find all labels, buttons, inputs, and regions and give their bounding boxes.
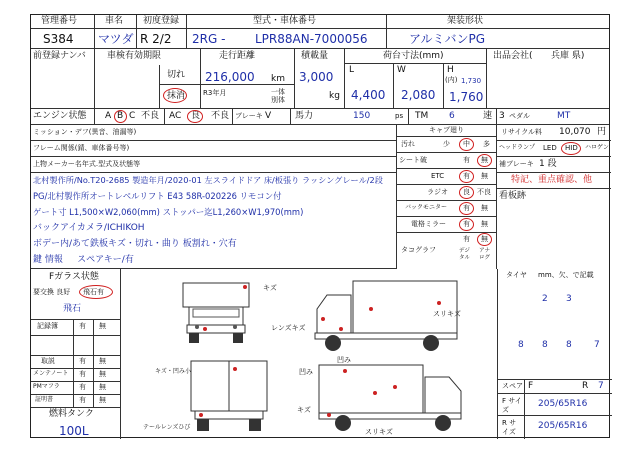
- kire-label: 切れ: [167, 70, 186, 80]
- exhibitor-pref: 兵庫 県): [551, 51, 585, 61]
- radio-label: ラジオ: [427, 188, 448, 196]
- prev-plate-label: 前登録ナンバ: [33, 51, 86, 61]
- engine-grade-a: A: [105, 111, 112, 121]
- taco-no: 無: [481, 235, 488, 243]
- upper-line-2: [31, 189, 397, 205]
- mileage: 216,000: [205, 70, 255, 84]
- upper-label-row: [31, 157, 397, 173]
- manual-yes: 有: [79, 357, 86, 365]
- upper-line-4: [31, 221, 397, 237]
- note-hekomi-2: 凹み: [299, 368, 313, 376]
- frame-row: [31, 141, 397, 157]
- backmon-no: 無: [481, 204, 488, 212]
- glass-note: 飛石: [63, 304, 82, 314]
- manual-no: 無: [99, 357, 106, 365]
- headlight-label: ヘッドランプ: [499, 144, 536, 151]
- note-hekomi-1: 凹み: [337, 356, 351, 364]
- pm-label: PMマフラ: [33, 383, 60, 390]
- tire-front-left: 2: [542, 294, 548, 304]
- led: LED: [543, 144, 557, 152]
- ac-bad: 不良: [211, 111, 230, 121]
- dirt-mid: 中: [463, 140, 470, 148]
- taco-analog: アナログ: [479, 248, 491, 261]
- tire-front-right: 3: [566, 294, 572, 304]
- ps-unit: ps: [395, 112, 404, 120]
- cert-yes: 有: [79, 396, 86, 404]
- taco-digital: デジタル: [459, 248, 471, 261]
- recycle-fee: 10,070: [559, 127, 591, 137]
- body-type: アルミバンPG: [409, 32, 486, 46]
- etc-circle: [459, 170, 474, 183]
- ichitai: 一体: [271, 88, 285, 96]
- mission-row: [31, 125, 397, 141]
- backmon-circle: [459, 202, 474, 215]
- brake-label: ブレーキ: [235, 112, 263, 120]
- radio-circle: [459, 186, 474, 199]
- spare-label: スペア: [502, 382, 523, 390]
- yen-unit: 円: [597, 127, 607, 137]
- etc-yes: 有: [463, 172, 470, 180]
- pedals: 3: [499, 111, 505, 121]
- maker: マツダ: [98, 32, 134, 46]
- dims-label: 荷台寸法(mm): [383, 51, 444, 61]
- note-tail-lens: テールレンズひび: [143, 424, 191, 431]
- etc-no: 無: [481, 172, 488, 180]
- etc-label: ETC: [431, 172, 445, 180]
- upper-line-5-text: ボデー内/あて鉄板キズ・切れ・曲り 板割れ・穴有: [33, 239, 237, 249]
- taco-label: タコグラフ: [401, 246, 436, 254]
- truck-front-view: [171, 281, 261, 345]
- payload: 3,000: [299, 70, 334, 84]
- upper-line-5: [31, 237, 397, 253]
- recycle-label: リサイクル料: [501, 128, 543, 136]
- pm-yes: 有: [79, 383, 86, 391]
- cab-section: [397, 125, 497, 269]
- radio-bad: 不良: [477, 188, 491, 196]
- tire-rear-2: 8: [542, 340, 548, 350]
- right-info-section: [497, 125, 611, 269]
- delisted-year: R3年月: [203, 89, 227, 97]
- maker-label: 車名: [105, 16, 124, 26]
- kyabu-label: キャブ廻り: [429, 126, 464, 134]
- note-surikizu-1: スリキズ: [433, 310, 461, 318]
- note-surikizu-2: スリキズ: [365, 428, 393, 436]
- engine-bad: 不良: [141, 111, 160, 121]
- mirror-no: 無: [481, 220, 488, 228]
- tire-rear-1: 8: [518, 340, 524, 350]
- dirt-circle: [459, 138, 474, 151]
- L-label: L: [349, 65, 355, 75]
- tm-label: TM: [415, 111, 429, 121]
- upper-line-1: [31, 173, 397, 189]
- inspection-label: 車検有効期限: [107, 51, 162, 61]
- hid-circle: [561, 142, 581, 155]
- engine-row: [31, 109, 609, 125]
- mission-label: ミッション・デフ(異音、油漏等): [33, 128, 137, 136]
- engine-grade-c: C: [129, 111, 136, 121]
- note-lens-kizu: レンズキズ: [271, 324, 306, 332]
- mileage-label: 走行距離: [219, 51, 256, 61]
- note-kizu-2: キズ: [297, 406, 311, 414]
- model-prefix: 2RG -: [192, 32, 226, 46]
- width: 2,080: [401, 88, 436, 102]
- hojo-label: 補ブレーキ: [499, 160, 534, 168]
- mirror-circle: [459, 218, 474, 231]
- pm-no: 無: [99, 383, 106, 391]
- brake-type: V: [265, 111, 272, 121]
- notes-text: 看板跡: [499, 191, 527, 201]
- header-value-row: [31, 29, 609, 49]
- upper-line-1-text: 北村製作所/No.T20-2685 製造年月/2020-01 左スライドドア 床/板張り ラッシングレール/2段: [33, 175, 383, 185]
- glass-flaw-circle: [79, 285, 113, 299]
- length: 4,400: [351, 88, 386, 102]
- R-size: 205/65R16: [538, 421, 588, 431]
- upper-line-6-text: 鍵 情報 スペアキー/有: [33, 255, 134, 265]
- chassis-no: LPR88AN-7000056: [255, 32, 368, 46]
- record-label: 記録簿: [37, 322, 58, 330]
- R-size-label: R サイズ: [502, 419, 517, 436]
- F-size: 205/65R16: [538, 399, 588, 409]
- speeds: 6: [449, 111, 455, 121]
- note-kizu-1: キズ: [263, 284, 277, 292]
- first-reg-label: 初度登録: [143, 16, 180, 26]
- hp: 150: [353, 111, 371, 121]
- upper-line-3-text: ゲート寸 L1,500×W2,060(mm) ストッパー迄L1,260×W1,970(mm): [33, 207, 304, 217]
- massho-circle: [163, 88, 187, 103]
- speeds-unit: 速: [483, 111, 493, 121]
- model-label: 型式・車体番号: [253, 16, 317, 26]
- hid: HID: [565, 144, 578, 152]
- spare-R-value: 7: [598, 381, 604, 391]
- spare-F: F: [528, 381, 534, 391]
- fuel: 100L: [59, 424, 89, 438]
- pedal-label: ペダル: [509, 112, 530, 120]
- tire-rear-4: 7: [594, 340, 600, 350]
- header-label-row: [31, 15, 609, 29]
- H-in-label: (内): [445, 76, 458, 84]
- upper-line-2-text: PG/北村製作所オートレベルリフト E43 58R-020226 リモコン付: [33, 191, 282, 201]
- frame-label: フレーム関係(錆、車体番号等): [33, 144, 130, 152]
- record-no: 無: [99, 322, 106, 330]
- ac-good: 良: [191, 111, 201, 121]
- dirt-label: 汚れ: [401, 140, 415, 148]
- upper-line-4-text: バックアイカメラ/ICHIKOH: [33, 223, 145, 233]
- km-unit: km: [271, 74, 285, 84]
- tire-rear-3: 8: [566, 340, 572, 350]
- fuel-label: 燃料タンク: [49, 409, 94, 419]
- kg-unit: kg: [329, 91, 340, 101]
- seat-no: 無: [481, 156, 488, 164]
- glass-label: Fガラス状態: [49, 272, 99, 282]
- W-label: W: [397, 65, 406, 75]
- spec-row: [31, 49, 609, 109]
- upper-label: 上物メーカー名年式.型式及状態等: [33, 160, 141, 168]
- H-label: H: [447, 65, 454, 75]
- glass-flaw: 飛石有: [83, 288, 104, 296]
- ac-label: AC: [169, 111, 182, 121]
- damage-diagram: [121, 269, 497, 439]
- transmission: MT: [557, 111, 571, 121]
- spare-R: R: [582, 381, 589, 391]
- vehicle-inspection-sheet: [30, 14, 610, 438]
- mgmt-no-label: 管理番号: [41, 16, 78, 26]
- backmon-label: バックモニター: [405, 204, 448, 211]
- upper-line-3: [31, 205, 397, 221]
- hp-label: 馬力: [295, 111, 314, 121]
- body-label: 架装形状: [447, 16, 484, 26]
- tire-unit: mm、欠、で記載: [538, 271, 594, 279]
- height-in: 1,730: [461, 77, 482, 85]
- record-yes: 有: [79, 322, 86, 330]
- engine-grade-b: B: [117, 111, 124, 121]
- seat-circle: [477, 154, 492, 167]
- height: 1,760: [449, 90, 484, 104]
- glass-options: 要交換 良好: [33, 288, 71, 296]
- massho-label: 抹消: [167, 91, 186, 101]
- backmon-yes: 有: [463, 204, 470, 212]
- taco-yes: 有: [463, 235, 470, 243]
- mirror-yes: 有: [463, 220, 470, 228]
- glass-panel: [31, 269, 121, 439]
- engine-label: エンジン状態: [33, 111, 87, 121]
- cert-label: 証明書: [35, 396, 54, 403]
- radio-good: 良: [463, 188, 470, 196]
- note-kizu-hekomi-sho: キズ・凹み小: [155, 368, 191, 375]
- dirt-low: 少: [443, 140, 450, 148]
- notes-label: 特記、重点確認、他: [511, 175, 593, 185]
- seat-label: シート破: [399, 156, 427, 164]
- exhibitor-label: 出品会社(: [493, 51, 533, 61]
- mgmt-no: S384: [43, 32, 74, 46]
- taco-circle: [477, 233, 492, 246]
- hojo-value: 1 段: [539, 159, 557, 169]
- maint-no: 無: [99, 370, 106, 378]
- truck-rear-view: [187, 359, 271, 433]
- mirror-label: 電格ミラー: [411, 220, 446, 228]
- first-reg: R 2/2: [140, 32, 172, 46]
- maint-label: メンテノート: [33, 370, 69, 377]
- maint-yes: 有: [79, 370, 86, 378]
- tire-panel: [497, 269, 611, 439]
- dirt-high: 多: [483, 140, 490, 148]
- engine-grade-circle: [114, 110, 127, 123]
- tire-label: タイヤ: [506, 271, 527, 279]
- payload-label: 積載量: [301, 51, 329, 61]
- halogen: ハロゲン: [585, 144, 609, 151]
- truck-side-view-lower: [315, 363, 465, 433]
- manual-label: 取説: [41, 357, 55, 365]
- F-size-label: F サイズ: [502, 397, 522, 414]
- betsutai: 別体: [271, 96, 285, 104]
- ac-circle: [187, 110, 203, 123]
- upper-line-6: [31, 253, 397, 269]
- cert-no: 無: [99, 396, 106, 404]
- seat-yes: 有: [463, 156, 470, 164]
